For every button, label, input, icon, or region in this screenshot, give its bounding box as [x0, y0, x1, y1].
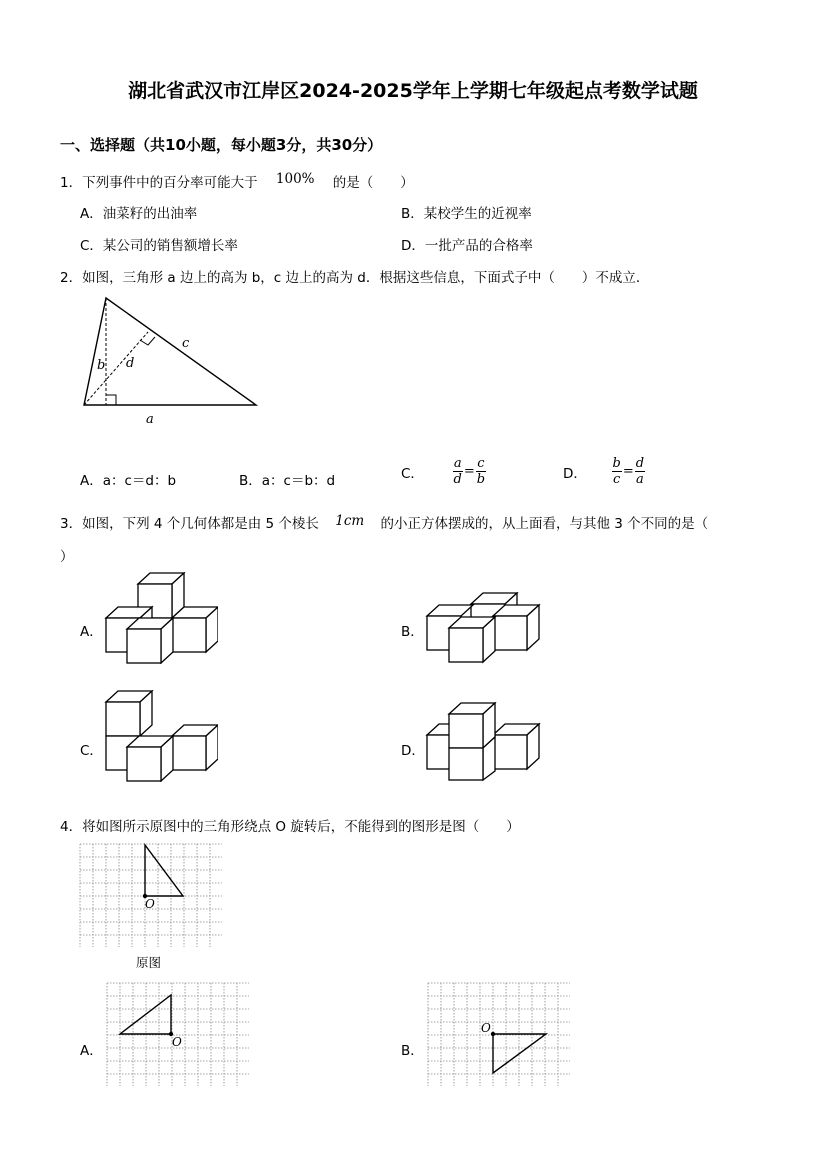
question-1-stem: 1．下列事件中的百分率可能大于 — [60, 175, 258, 191]
q4-option-b[interactable]: B． — [401, 1043, 424, 1059]
q1-option-a[interactable]: A．油菜籽的出油率 — [80, 206, 198, 222]
q2-option-c[interactable]: C． $\frac{a}{d}$ = $\frac{c}{b}$ — [401, 456, 486, 487]
cube-figure-d — [425, 702, 541, 782]
original-caption: 原图 — [136, 955, 162, 970]
point-o-label: O — [172, 1035, 182, 1049]
q4-figure-b — [427, 982, 573, 1088]
q4-figure-a — [106, 982, 252, 1088]
fraction: $\frac{a}{d}$ — [453, 456, 462, 487]
q3-option-d[interactable]: D． — [401, 743, 425, 759]
triangle-figure — [78, 292, 268, 432]
q1-option-d[interactable]: D．一批产品的合格率 — [401, 238, 533, 254]
question-3-stem-end: ） — [60, 549, 74, 565]
question-1-stem-end: 的是（ ） — [332, 175, 414, 191]
fraction: $\frac{b}{c}$ — [612, 456, 621, 487]
q1-option-c[interactable]: C．某公司的销售额增长率 — [80, 238, 238, 254]
q4-option-a[interactable]: A． — [80, 1043, 103, 1059]
cube-figure-c — [104, 690, 218, 782]
question-1 — [60, 171, 414, 191]
fraction: $\frac{d}{a}$ — [635, 456, 645, 487]
q3-option-c[interactable]: C． — [80, 743, 103, 759]
q1-option-b[interactable]: B．某校学生的近视率 — [401, 206, 532, 222]
cube-figure-b — [425, 592, 541, 664]
q3-option-b[interactable]: B． — [401, 624, 424, 640]
question-3: 3．如图，下列 4 个几何体都是由 5 个棱长 1cm 的小正方体摆成的，从上面看，与其他 3 个不同的是（ — [60, 513, 709, 532]
q3-option-a[interactable]: A． — [80, 624, 103, 640]
question-1-math: 100% — [275, 171, 315, 187]
q2-option-d[interactable]: D． $\frac{b}{c}$ = $\frac{d}{a}$ — [563, 456, 645, 487]
question-2-stem: 2．如图，三角形 a 边上的高为 b，c 边上的高为 d．根据这些信息，下面式子中（ ）不成立． — [60, 270, 650, 286]
label-b: b — [97, 358, 106, 373]
page-title: 湖北省武汉市江岸区2024-2025学年上学期七年级起点考数学试题 — [128, 80, 698, 102]
question-4-stem: 4．将如图所示原图中的三角形绕点 O 旋转后，不能得到的图形是图（ ） — [60, 819, 520, 835]
original-grid-figure — [79, 843, 225, 949]
q2-option-a[interactable]: A．a：c＝d：b — [80, 473, 177, 489]
section-heading: 一、选择题（共10小题，每小题3分，共30分） — [60, 136, 383, 154]
point-o-label: O — [145, 897, 155, 911]
q2-option-b[interactable]: B．a：c＝b：d — [239, 473, 336, 489]
fraction: $\frac{c}{b}$ — [476, 456, 486, 487]
question-3-math: 1cm — [335, 513, 365, 529]
point-o-label: O — [481, 1021, 491, 1035]
label-c: c — [182, 336, 190, 351]
cube-figure-a — [104, 572, 218, 664]
label-d: d — [126, 356, 135, 371]
label-a: a — [146, 412, 154, 427]
